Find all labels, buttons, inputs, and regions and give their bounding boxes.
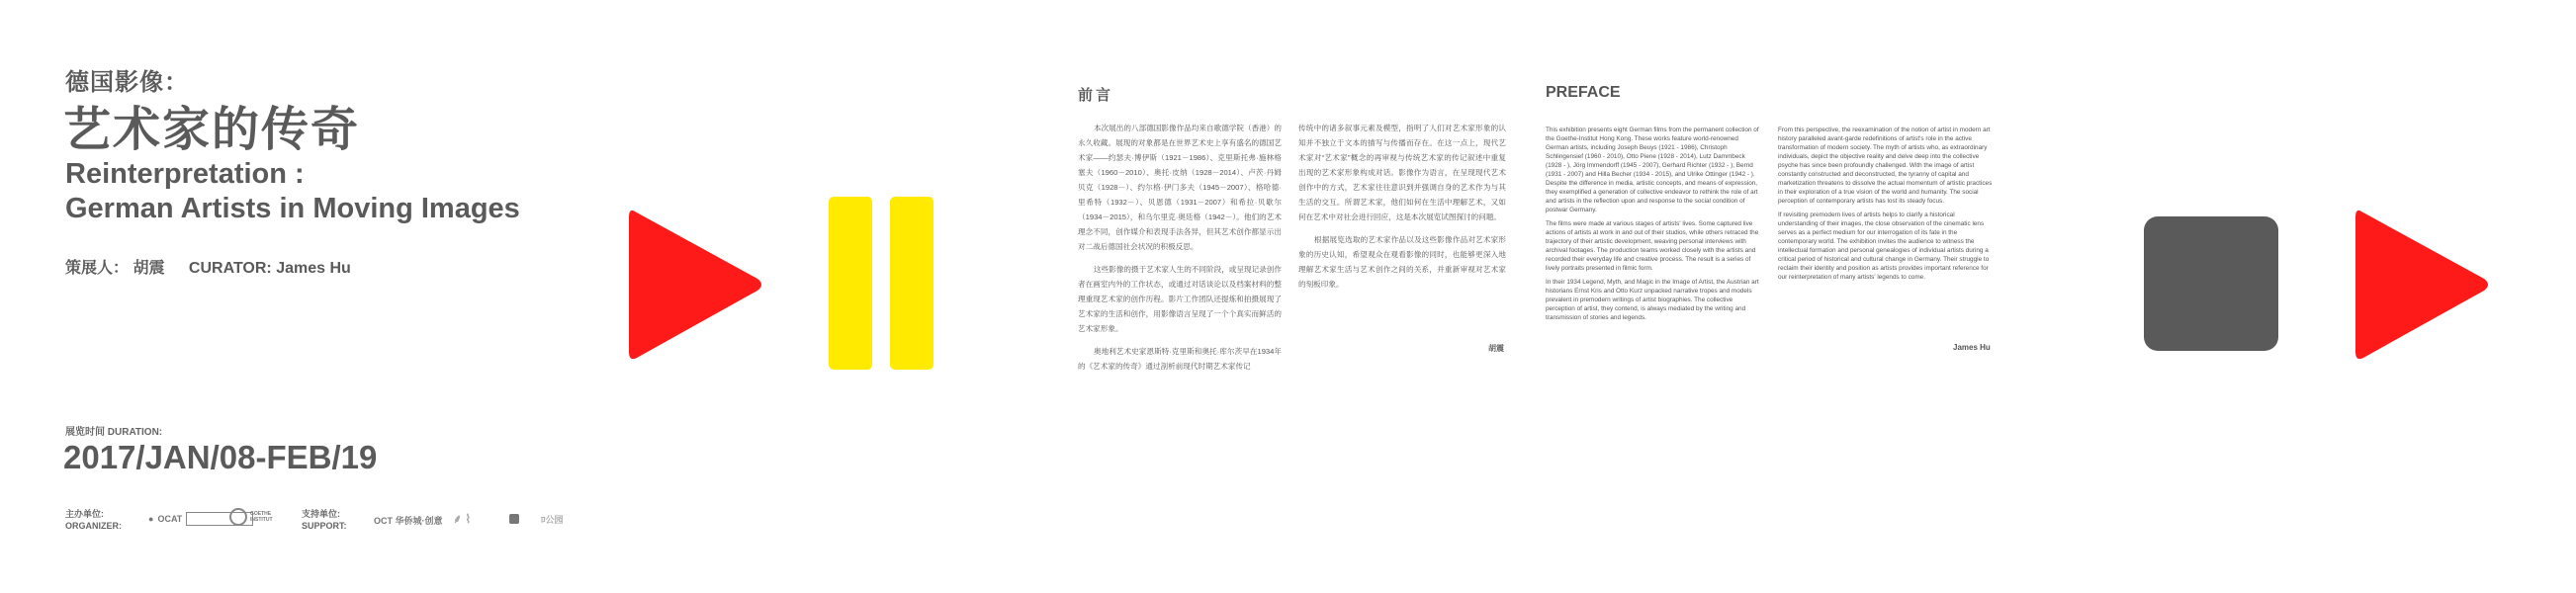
play-icon-right[interactable] [2355,204,2494,366]
support-logo-art: ﾛ公园 [541,515,564,525]
goethe-logo: GOETHE INSTITUT [229,508,280,526]
support-label [302,508,347,532]
preface-cn-p4: 传统中的诸多叙事元素及模型，指明了人们对艺术家形象的认知并不独立于文本的描写与传播而存在。在这一点上，现代艺术家对“艺术家”概念的再审视与传统艺术家的传记叙述中重复出现的艺术家形象构成对话。影像作为语言，在呈现现代艺术创作中的方式，艺术家往往意识到并强调自身的艺术作为与其生活的交互。所谓艺术家，他们如何在生活中理解艺术，又如何在艺术中对社会进行回应，这是本次展览试图探讨的问题。 [1298,124,1506,221]
support-label-cn: 支持单位: [302,509,340,519]
duration-label: 展览时间 DURATION: [65,427,163,438]
oct-logo: OCT 华侨城·创意 [374,516,443,526]
preface-title-en: PREFACE [1546,84,1621,101]
curator-cn: 策展人： 胡震 [65,260,165,277]
pause-icon[interactable] [829,197,937,370]
organizer-label-cn: 主办单位: [65,509,104,519]
play-icon[interactable] [629,204,767,366]
preface-cn-p2: 这些影像的摄于艺术家人生的不同阶段，或呈现记录创作者在画室内外的工作状态，或通过对话谈论以及档案材料的整理重现艺术家的创作历程。影片工作团队还提炼和拍摄展现了艺术家的生活和创作，用影像语言呈现了一个个真实而鲜活的艺术家形象。 [1078,265,1282,333]
preface-en-col1 [1546,126,1761,327]
support-label-en: SUPPORT: [302,521,347,531]
pause-bar-left [829,197,872,370]
preface-cn-p1: 本次展出的八部德国影像作品均来自歌德学院（香港）的永久收藏。展现的对象都是在世界艺术史上享有盛名的德国艺术家——约瑟夫·博伊斯（1921－1986）、克里斯托弗·施林格塞夫（1960－2010）、奥托·皮纳（1928－2014）、卢茨·丹姆贝克（1928－）、约尔格·伊门多夫（1945－2007）、格哈德·里希特（1932－）、贝恩德（1931－2007）和希拉·贝歇尔（1934－2015），和乌尔里克·奥廷格（1942－）。他们的艺术理念不同，创作媒介和表现手法各异，但其艺术创作都显示出对二战后德国社会状况的积极反思。 [1078,124,1282,251]
duration-value: 2017/JAN/08-FEB/19 [63,439,378,475]
organizer-label [65,508,122,532]
preface-title-cn: 前言 [1078,87,1114,104]
organizer-label-en: ORGANIZER: [65,521,122,531]
preface-en-p4: From this perspective, the reexamination of the notion of artist in modern art history paralleled avant-garde redefinitions of artist's role in the active transformation of modern society. The myth of artists who, as extraordinary individuals, depict the objective reality and delve deep into the collective psyche has since been profoundly challenged. With the image of artist constantly constructed and deconstructed, the tyranny of capital and marketization threatens to dissolve the actual momentum of artistic practices in their exploration of a true vision of the world and humanity. The social perception of contemporary artists has lost its steady focus. [1778,127,1993,205]
preface-en-p3: In their 1934 Legend, Myth, and Magic in the Image of Artist, the Austrian art historians Ernst Kris and Otto Kurz unpacked narrative tropes and models prevalent in premodern writings of artist biographies. The collective perception of artist, they contend, is always mediated by the writing and transmission of stories and legends. [1546,279,1759,321]
page-title-en-line1: Reinterpretation : [65,158,305,190]
preface-cn-col2 [1298,121,1506,299]
pause-bar-right [890,197,933,370]
preface-cn-col1 [1078,121,1282,381]
preface-en-col2 [1778,126,1994,287]
preface-en-p2: The films were made at various stages of artists' lives. Some captured live actions of artists at work in and out of their studios, while others retraced the trajectory of their artistic development, weaving personal interviews with archival footages. The production teams worked closely with the artists and recorded their everyday life and creative process. The result is a series of lively portraits presented in filmic form. [1546,220,1759,272]
ocat-logo: ● OCAT [148,512,253,526]
subtitle-cn: 德国影像： [65,69,189,96]
support-logo-script: ⸙ ⌇ [453,512,472,526]
preface-en-p5: If revisiting premodern lives of artists helps to clarify a historical understanding of their images, the close observation of the cinematic lens serves as a perfect medium for our interrogation of its fate in the contemporary world. The exhibition invites the audience to witness the intellectual formation and personal genealogies of individual artists during a critical period of historical and cultural change in Germany. Their struggle to reclaim their identity and position as artists provides important reference for our reinterpretation of many artists' legends to come. [1778,212,1990,281]
stop-icon[interactable] [2144,216,2278,351]
preface-cn-p3: 奥地利艺术史家恩斯特·克里斯和奥托·库尔茨早在1934年的《艺术家的传奇》通过剖析前现代时期艺术家传记 [1078,347,1282,371]
curator-line [65,255,371,278]
support-logo-square [509,514,519,524]
preface-cn-signature: 胡震 [1488,344,1504,353]
preface-en-p1: This exhibition presents eight German films from the permanent collection of the Goethe-Institut Hong Kong. These works feature world-renowned German artists, including Joseph Beuys (1921 - 1986), Christoph Schlingensief (1960 - 2010), Otto Piene (1928 - 2014), Lutz Dammbeck (1928 - ), Jörg Immendorff (1945 - 2007), Gerhard Richter (1932 - ), Bernd (1931 - 2007) and Hilla Becher (1934 - 2015), and Ulrike Ottinger (1942 - ). Despite the difference in media, artistic concepts, and means of expression, they exemplified a generation of collective endeavor to rethink the role of art and artists in the reflection upon and response to the social condition of postwar Germany. [1546,127,1759,213]
preface-cn-p5: 根据展览选取的艺术家作品以及这些影像作品对艺术家形象的历史认知，希望观众在观看影像的同时，也能够更深入地理解艺术家生活与艺术创作之间的关系，并重新审视对艺术家的刻板印象。 [1298,235,1506,289]
page-title-cn: 艺术家的传奇 [63,104,361,156]
curator-en: CURATOR: James Hu [188,260,351,277]
page-title-en-line2: German Artists in Moving Images [65,193,520,224]
preface-en-signature: James Hu [1953,343,1991,352]
